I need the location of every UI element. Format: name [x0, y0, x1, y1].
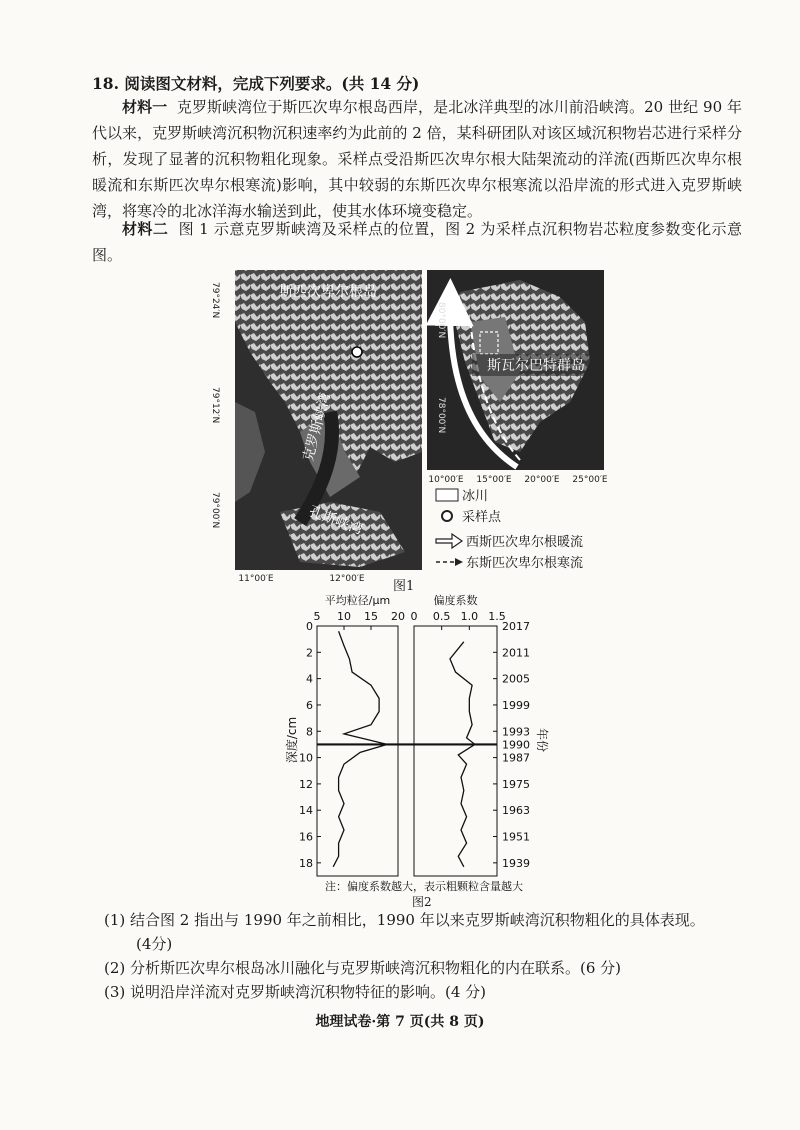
question-1-score: (4分)	[136, 935, 173, 953]
grain-size-frame	[317, 626, 398, 876]
year-tick-label-7: 1975	[502, 777, 530, 791]
year-tick-label-5: 1990	[502, 738, 530, 752]
right-lon-tick-2: 15°00′E	[476, 475, 512, 485]
sample-point	[352, 347, 362, 357]
skewness-line	[450, 642, 475, 867]
grain-size-chart	[299, 593, 405, 876]
question-1: (1) 结合图 2 指出与 1990 年之前相比，1990 年以来克罗斯峡湾沉积物粗化的具体表现。	[104, 911, 705, 929]
glacier-legend-icon	[436, 489, 458, 501]
skewness-frame	[414, 626, 497, 876]
material-one	[92, 94, 742, 224]
year-tick-label-3: 1999	[502, 698, 530, 712]
grain-size-line	[333, 631, 387, 867]
archipelago-label: 斯瓦尔巴特群岛	[487, 358, 585, 374]
year-tick-label-1: 2011	[502, 646, 530, 660]
depth-tick-label-2: 4	[306, 672, 313, 686]
year-tick-label-9: 1951	[502, 830, 530, 844]
grain-size-title: 平均粒径/μm	[324, 594, 391, 607]
question-2: (2) 分析斯匹次卑尔根岛冰川融化与克罗斯峡湾沉积物粗化的内在联系。(6 分)	[104, 959, 622, 977]
figure-2-note: 注：偏度系数越大，表示粗颗粒含量越大	[325, 880, 523, 893]
year-axis-label: 年份	[535, 727, 549, 753]
skewness-xtick-label-2: 1.0	[460, 610, 479, 623]
depth-tick-label-6: 12	[299, 777, 313, 791]
material-one-text: 克罗斯峡湾位于斯匹次卑尔根岛西岸，是北冰洋典型的冰川前沿峡湾。20 世纪 90 年代以来，克罗斯峡湾沉积物沉积速率约为此前的 2 倍，某科研团队对该区域沉积物岩芯进行采样分析，发现了显著的沉积物粗化现象。采样点受沿斯匹次卑尔根大陆架流动的洋流(西斯匹次卑尔根暖流和东斯匹次卑尔根寒流)影响，其中较弱的东斯匹次卑尔根寒流以沿岸流的形式进入克罗斯峡湾，将寒冷的北冰洋海水输送到此，使其水体环境变稳定。	[92, 98, 742, 220]
year-tick-label-10: 1939	[502, 856, 530, 870]
fjord-label: 克罗斯峡湾	[300, 391, 334, 464]
island-label: 斯匹次卑尔根岛	[279, 284, 377, 300]
right-lon-tick-1: 10°00′E	[428, 475, 464, 485]
depth-tick-label-3: 6	[306, 698, 313, 712]
year-tick-label-2: 2005	[502, 672, 530, 686]
lat-tick-2: 79°12′N	[210, 387, 220, 424]
skewness-xtick-label-0: 0	[410, 610, 418, 623]
grain-size-xtick-label-2: 15	[364, 610, 378, 623]
lon-tick-1: 11°00′E	[238, 574, 274, 584]
material-two-text: 图 1 示意克罗斯峡湾及采样点的位置，图 2 为采样点沉积物岩芯粒度参数变化示意图。	[92, 220, 742, 264]
depth-tick-label-9: 18	[299, 856, 313, 870]
right-lon-tick-3: 20°00′E	[524, 475, 560, 485]
figure-1-caption: 图1	[393, 579, 415, 594]
warm-current-legend-icon	[436, 534, 462, 548]
year-tick-label-0: 2017	[502, 620, 530, 633]
skewness-title: 偏度系数	[433, 594, 478, 607]
legend-sample: 采样点	[462, 510, 502, 525]
depth-tick-label-0: 0	[306, 620, 313, 633]
grain-size-xtick-label-3: 20	[391, 610, 405, 623]
cold-current-legend-arrow-icon	[455, 558, 463, 566]
figure-2-caption: 图2	[412, 895, 432, 909]
right-lon-tick-4: 25°00′E	[572, 475, 608, 485]
depth-tick-label-4: 8	[306, 725, 313, 739]
legend-glacier: 冰川	[462, 489, 489, 504]
sample-legend-icon	[442, 511, 452, 521]
figure-1	[0, 262, 800, 592]
figure-2	[0, 590, 800, 895]
right-map	[427, 270, 608, 485]
depth-tick-label-7: 14	[299, 804, 313, 818]
left-map	[210, 270, 422, 584]
page-footer: 地理试卷·第 7 页(共 8 页)	[315, 1014, 485, 1030]
skewness-xtick-label-1: 0.5	[432, 610, 451, 623]
depth-axis-label: 深度/cm	[285, 716, 299, 764]
grain-size-xtick-label-1: 10	[337, 610, 351, 623]
skewness-xtick-label-3: 1.5	[488, 610, 506, 623]
depth-tick-label-5: 10	[299, 751, 313, 765]
right-lat-tick-2: 78°00′N	[436, 397, 446, 434]
material-two	[92, 216, 742, 268]
depth-tick-label-1: 2	[306, 646, 313, 660]
right-lat-tick-1: 80°00′N	[436, 302, 446, 339]
question-header: 18. 阅读图文材料，完成下列要求。(共 14 分)	[92, 74, 420, 93]
year-tick-label-8: 1963	[502, 804, 530, 818]
lat-tick-3: 79°00′N	[210, 492, 220, 529]
legend-warm-current: 西斯匹次卑尔根暖流	[466, 535, 584, 550]
figure-1-legend	[436, 489, 583, 571]
material-two-label: 材料二	[122, 220, 169, 238]
lon-tick-2: 12°00′E	[329, 574, 365, 584]
year-tick-label-6: 1987	[502, 751, 530, 765]
depth-tick-label-8: 16	[299, 830, 313, 844]
year-tick-label-4: 1993	[502, 725, 530, 739]
kongs-fjord-label: 孔斯峡湾	[306, 503, 365, 538]
legend-cold-current: 东斯匹次卑尔根寒流	[466, 556, 584, 571]
grain-size-xtick-label-0: 5	[313, 610, 321, 623]
material-one-label: 材料一	[122, 98, 168, 116]
lat-tick-1: 79°24′N	[210, 282, 220, 319]
question-3: (3) 说明沿岸洋流对克罗斯峡湾沉积物特征的影响。(4 分)	[104, 983, 487, 1001]
